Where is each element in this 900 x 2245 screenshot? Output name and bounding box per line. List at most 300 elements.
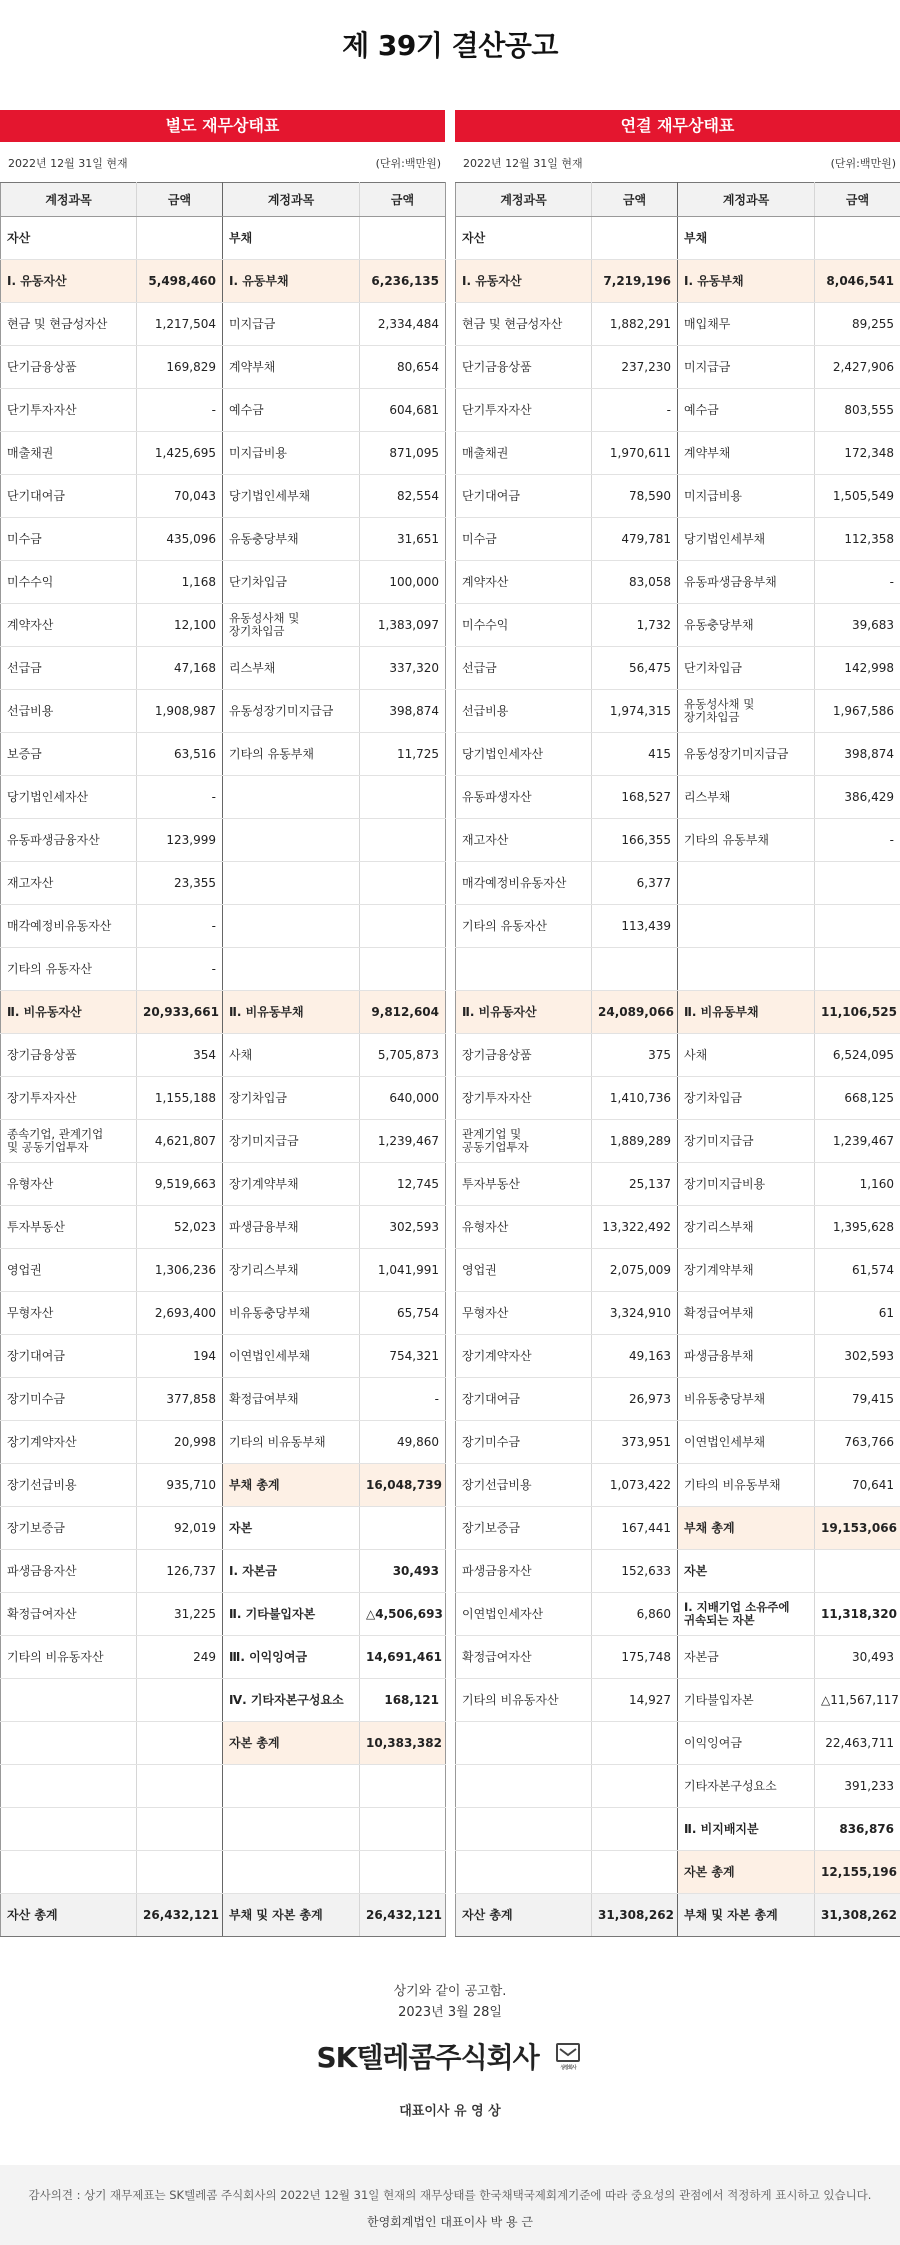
- table-cell: 자본 총계: [678, 1851, 815, 1894]
- table-cell: 31,651: [360, 518, 446, 561]
- table-cell: 유형자산: [456, 1206, 592, 1249]
- consolidated-meta: [455, 142, 900, 182]
- table-cell: 장기투자자산: [456, 1077, 592, 1120]
- table-cell: 유동파생금융자산: [1, 819, 137, 862]
- table-cell: 장기계약부채: [223, 1163, 360, 1206]
- table-cell: 70,043: [137, 475, 223, 518]
- page-title: 제 39기 결산공고: [342, 29, 558, 62]
- column-header: 계정과목: [223, 183, 360, 217]
- table-cell: 1,239,467: [815, 1120, 900, 1163]
- table-cell: 확정급여자산: [456, 1636, 592, 1679]
- table-cell: Ⅰ. 지배기업 소유주에 귀속되는 자본: [678, 1593, 815, 1636]
- table-cell: 기타의 유동자산: [1, 948, 137, 991]
- notice-text: 상기와 같이 공고함.: [393, 1984, 507, 1999]
- table-cell: 리스부채: [223, 647, 360, 690]
- table-row: [1, 561, 446, 604]
- table-cell: 매출채권: [456, 432, 592, 475]
- table-cell: 9,519,663: [137, 1163, 223, 1206]
- table-cell: [456, 1722, 592, 1765]
- table-cell: 142,998: [815, 647, 900, 690]
- table-cell: 79,415: [815, 1378, 900, 1421]
- table-cell: 56,475: [592, 647, 678, 690]
- table-cell: 관계기업 및 공동기업투자: [456, 1120, 592, 1163]
- table-cell: 미수수익: [456, 604, 592, 647]
- table-cell: 재고자산: [1, 862, 137, 905]
- table-cell: -: [592, 389, 678, 432]
- table-cell: 2,075,009: [592, 1249, 678, 1292]
- table-cell: Ⅳ. 기타자본구성요소: [223, 1679, 360, 1722]
- table-cell: 1,160: [815, 1163, 900, 1206]
- table-cell: 49,860: [360, 1421, 446, 1464]
- table-cell: 유동성장기미지급금: [223, 690, 360, 733]
- table-cell: 415: [592, 733, 678, 776]
- table-cell: 175,748: [592, 1636, 678, 1679]
- table-cell: 14,691,461: [360, 1636, 446, 1679]
- table-row: [1, 1679, 446, 1722]
- table-cell: [360, 217, 446, 260]
- table-cell: [592, 1765, 678, 1808]
- table-cell: 장기차입금: [678, 1077, 815, 1120]
- table-row: [456, 217, 900, 260]
- table-cell: 1,425,695: [137, 432, 223, 475]
- table-cell: 7,219,196: [592, 260, 678, 303]
- table-cell: 단기투자자산: [456, 389, 592, 432]
- table-cell: [678, 905, 815, 948]
- table-row: [1, 1292, 446, 1335]
- table-cell: 61,574: [815, 1249, 900, 1292]
- company-seal-icon: [553, 2041, 583, 2071]
- table-row: [456, 776, 900, 819]
- table-cell: [360, 1851, 446, 1894]
- table-cell: 65,754: [360, 1292, 446, 1335]
- table-cell: 현금 및 현금성자산: [456, 303, 592, 346]
- table-row: [1, 1765, 446, 1808]
- table-cell: 유동성장기미지급금: [678, 733, 815, 776]
- table-cell: 435,096: [137, 518, 223, 561]
- separate-table: [0, 182, 446, 1937]
- table-cell: 26,973: [592, 1378, 678, 1421]
- table-cell: 장기미수금: [456, 1421, 592, 1464]
- table-cell: -: [137, 905, 223, 948]
- table-cell: 5,498,460: [137, 260, 223, 303]
- table-cell: 재고자산: [456, 819, 592, 862]
- column-header: 금액: [137, 183, 223, 217]
- table-cell: 파생금융부채: [678, 1335, 815, 1378]
- table-cell: 장기대여금: [1, 1335, 137, 1378]
- table-cell: Ⅰ. 유동자산: [456, 260, 592, 303]
- table-cell: 1,889,289: [592, 1120, 678, 1163]
- table-cell: 선급금: [1, 647, 137, 690]
- table-cell: Ⅱ. 기타불입자본: [223, 1593, 360, 1636]
- table-cell: [456, 1808, 592, 1851]
- consolidated-date: 2022년 12월 31일 현재: [463, 156, 583, 170]
- consolidated-balance-sheet: [455, 110, 900, 1937]
- table-cell: 166,355: [592, 819, 678, 862]
- column-header: 금액: [815, 183, 900, 217]
- table-cell: 11,106,525: [815, 991, 900, 1034]
- table-row: [1, 604, 446, 647]
- table-cell: 파생금융자산: [456, 1550, 592, 1593]
- table-row: [456, 475, 900, 518]
- table-cell: 보증금: [1, 733, 137, 776]
- consolidated-table: [455, 182, 900, 1937]
- table-cell: [360, 1765, 446, 1808]
- table-cell: 당기법인세부채: [678, 518, 815, 561]
- table-cell: [223, 948, 360, 991]
- table-cell: 단기투자자산: [1, 389, 137, 432]
- table-cell: [1, 1808, 137, 1851]
- table-row: [1, 1077, 446, 1120]
- table-cell: 단기대여금: [1, 475, 137, 518]
- table-cell: 장기금융상품: [1, 1034, 137, 1077]
- table-cell: 836,876: [815, 1808, 900, 1851]
- table-cell: 640,000: [360, 1077, 446, 1120]
- table-cell: 1,168: [137, 561, 223, 604]
- table-cell: 단기금융상품: [456, 346, 592, 389]
- table-cell: 31,225: [137, 1593, 223, 1636]
- table-cell: 1,155,188: [137, 1077, 223, 1120]
- table-cell: 장기선급비용: [456, 1464, 592, 1507]
- table-row: [1, 690, 446, 733]
- table-row: [456, 561, 900, 604]
- table-cell: 선급비용: [456, 690, 592, 733]
- table-cell: [592, 1808, 678, 1851]
- table-cell: 매각예정비유동자산: [1, 905, 137, 948]
- table-cell: 92,019: [137, 1507, 223, 1550]
- table-row: [456, 690, 900, 733]
- table-cell: [360, 819, 446, 862]
- table-cell: 자본: [223, 1507, 360, 1550]
- table-cell: △4,506,693: [360, 1593, 446, 1636]
- table-row: [456, 948, 900, 991]
- table-row: [456, 1550, 900, 1593]
- table-cell: 확정급여자산: [1, 1593, 137, 1636]
- table-row: [456, 1206, 900, 1249]
- table-cell: 172,348: [815, 432, 900, 475]
- table-cell: 82,554: [360, 475, 446, 518]
- table-cell: 기타의 비유동부채: [223, 1421, 360, 1464]
- table-cell: [592, 1851, 678, 1894]
- ceo-signature: 대표이사 유 영 상: [399, 2104, 501, 2119]
- table-cell: 1,505,549: [815, 475, 900, 518]
- table-cell: Ⅰ. 유동부채: [223, 260, 360, 303]
- table-cell: 9,812,604: [360, 991, 446, 1034]
- table-cell: [456, 948, 592, 991]
- table-cell: 123,999: [137, 819, 223, 862]
- table-cell: [360, 948, 446, 991]
- table-cell: 기타의 유동부채: [223, 733, 360, 776]
- total-row: [1, 1894, 446, 1937]
- table-cell: [1, 1679, 137, 1722]
- table-row: [1, 1120, 446, 1163]
- table-cell: 70,641: [815, 1464, 900, 1507]
- table-cell: [137, 1765, 223, 1808]
- table-cell: [815, 217, 900, 260]
- table-cell: 1,732: [592, 604, 678, 647]
- table-row: [1, 1722, 446, 1765]
- table-row: [1, 260, 446, 303]
- table-cell: [678, 948, 815, 991]
- table-cell: 8,046,541: [815, 260, 900, 303]
- table-cell: 6,236,135: [360, 260, 446, 303]
- table-cell: 112,358: [815, 518, 900, 561]
- table-cell: 당기법인세자산: [456, 733, 592, 776]
- table-cell: 604,681: [360, 389, 446, 432]
- table-cell: [456, 1765, 592, 1808]
- table-cell: [223, 1765, 360, 1808]
- table-row: [456, 1722, 900, 1765]
- table-cell: 단기대여금: [456, 475, 592, 518]
- table-cell: 152,633: [592, 1550, 678, 1593]
- table-row: [456, 647, 900, 690]
- table-cell: 미지급비용: [223, 432, 360, 475]
- table-cell: 파생금융자산: [1, 1550, 137, 1593]
- table-cell: 23,355: [137, 862, 223, 905]
- table-cell: [678, 862, 815, 905]
- table-row: [456, 1808, 900, 1851]
- consolidated-heading: 연결 재무상태표: [455, 110, 900, 142]
- table-row: [1, 1163, 446, 1206]
- table-cell: 선급비용: [1, 690, 137, 733]
- table-cell: 6,860: [592, 1593, 678, 1636]
- table-row: [456, 991, 900, 1034]
- table-cell: 장기계약부채: [678, 1249, 815, 1292]
- table-cell: 장기보증금: [456, 1507, 592, 1550]
- table-cell: 장기보증금: [1, 1507, 137, 1550]
- table-cell: 기타자본구성요소: [678, 1765, 815, 1808]
- table-row: [456, 1077, 900, 1120]
- table-cell: 당기법인세자산: [1, 776, 137, 819]
- table-cell: 단기금융상품: [1, 346, 137, 389]
- table-cell: 12,100: [137, 604, 223, 647]
- table-cell: 유동성사채 및 장기차입금: [678, 690, 815, 733]
- separate-balance-sheet: [0, 110, 445, 1937]
- table-cell: 무형자산: [1, 1292, 137, 1335]
- table-cell: 유동성사채 및 장기차입금: [223, 604, 360, 647]
- table-row: [456, 346, 900, 389]
- table-cell: 파생금융부채: [223, 1206, 360, 1249]
- table-cell: 167,441: [592, 1507, 678, 1550]
- table-cell: 부채 총계: [223, 1464, 360, 1507]
- table-cell: 63,516: [137, 733, 223, 776]
- table-cell: [815, 862, 900, 905]
- table-cell: 부채 및 자본 총계: [678, 1894, 815, 1937]
- table-cell: 11,725: [360, 733, 446, 776]
- table-cell: Ⅱ. 비유동자산: [456, 991, 592, 1034]
- table-cell: 장기금융상품: [456, 1034, 592, 1077]
- table-row: [1, 905, 446, 948]
- table-cell: 유동파생금융부채: [678, 561, 815, 604]
- table-cell: 1,239,467: [360, 1120, 446, 1163]
- table-cell: 16,048,739: [360, 1464, 446, 1507]
- table-cell: [223, 862, 360, 905]
- table-cell: 47,168: [137, 647, 223, 690]
- table-cell: 20,933,661: [137, 991, 223, 1034]
- table-row: [1, 346, 446, 389]
- table-cell: 26,432,121: [360, 1894, 446, 1937]
- table-cell: 871,095: [360, 432, 446, 475]
- table-cell: 유동충당부채: [223, 518, 360, 561]
- table-cell: 자산: [1, 217, 137, 260]
- table-cell: 유형자산: [1, 1163, 137, 1206]
- table-cell: 장기계약자산: [1, 1421, 137, 1464]
- table-cell: 유동충당부채: [678, 604, 815, 647]
- table-cell: 기타의 유동부채: [678, 819, 815, 862]
- table-cell: 미수금: [1, 518, 137, 561]
- table-cell: 비유동충당부채: [678, 1378, 815, 1421]
- company-name: [0, 2036, 900, 2076]
- table-cell: 장기미지급비용: [678, 1163, 815, 1206]
- table-cell: 168,121: [360, 1679, 446, 1722]
- table-row: [1, 1808, 446, 1851]
- table-cell: [1, 1722, 137, 1765]
- table-cell: 기타의 비유동자산: [1, 1636, 137, 1679]
- table-header-row: [456, 183, 900, 217]
- table-cell: 1,383,097: [360, 604, 446, 647]
- table-cell: 투자부동산: [1, 1206, 137, 1249]
- table-cell: 매출채권: [1, 432, 137, 475]
- table-row: [456, 518, 900, 561]
- table-cell: [592, 1722, 678, 1765]
- table-cell: 763,766: [815, 1421, 900, 1464]
- table-cell: 기타의 비유동자산: [456, 1679, 592, 1722]
- table-cell: 4,621,807: [137, 1120, 223, 1163]
- table-cell: [360, 905, 446, 948]
- table-cell: 391,233: [815, 1765, 900, 1808]
- table-cell: [360, 862, 446, 905]
- table-cell: 장기투자자산: [1, 1077, 137, 1120]
- table-cell: 1,967,586: [815, 690, 900, 733]
- table-cell: -: [815, 819, 900, 862]
- table-cell: 계약부채: [223, 346, 360, 389]
- table-cell: 479,781: [592, 518, 678, 561]
- table-cell: 미수수익: [1, 561, 137, 604]
- table-row: [456, 1593, 900, 1636]
- table-row: [1, 1421, 446, 1464]
- table-cell: 사채: [678, 1034, 815, 1077]
- table-cell: 매입채무: [678, 303, 815, 346]
- table-cell: Ⅱ. 비유동부채: [678, 991, 815, 1034]
- table-cell: 1,970,611: [592, 432, 678, 475]
- table-cell: -: [137, 948, 223, 991]
- table-cell: 754,321: [360, 1335, 446, 1378]
- table-cell: 1,395,628: [815, 1206, 900, 1249]
- table-cell: 부채: [678, 217, 815, 260]
- table-cell: 기타의 유동자산: [456, 905, 592, 948]
- table-cell: 부채 총계: [678, 1507, 815, 1550]
- table-cell: 237,230: [592, 346, 678, 389]
- table-cell: 종속기업, 관계기업 및 공동기업투자: [1, 1120, 137, 1163]
- table-cell: Ⅰ. 자본금: [223, 1550, 360, 1593]
- table-cell: 80,654: [360, 346, 446, 389]
- table-cell: 3,324,910: [592, 1292, 678, 1335]
- table-cell: 자본: [678, 1550, 815, 1593]
- table-row: [1, 1507, 446, 1550]
- audit-opinion: 감사의견 : 상기 재무제표는 SK텔레콤 주식회사의 2022년 12월 31일 현재의 재무상태를 한국채택국제회계기준에 따라 중요성의 관점에서 적정하게 표시하고 있습니다.: [28, 2188, 872, 2202]
- table-row: [456, 1335, 900, 1378]
- table-cell: 당기법인세부채: [223, 475, 360, 518]
- table-cell: [815, 905, 900, 948]
- table-row: [456, 260, 900, 303]
- notice-date: 2023년 3월 28일: [398, 2005, 502, 2020]
- table-cell: 유동파생자산: [456, 776, 592, 819]
- table-cell: 377,858: [137, 1378, 223, 1421]
- table-row: [1, 647, 446, 690]
- table-cell: 30,493: [360, 1550, 446, 1593]
- table-header-row: [1, 183, 446, 217]
- table-cell: 78,590: [592, 475, 678, 518]
- table-cell: [223, 1808, 360, 1851]
- table-cell: 장기미지급금: [678, 1120, 815, 1163]
- table-cell: 자산 총계: [456, 1894, 592, 1937]
- table-cell: 354: [137, 1034, 223, 1077]
- table-cell: 이연법인세부채: [678, 1421, 815, 1464]
- table-cell: 30,493: [815, 1636, 900, 1679]
- table-cell: 예수금: [223, 389, 360, 432]
- table-cell: [223, 1851, 360, 1894]
- table-cell: 302,593: [360, 1206, 446, 1249]
- table-row: [456, 1464, 900, 1507]
- table-cell: [223, 905, 360, 948]
- table-cell: 장기대여금: [456, 1378, 592, 1421]
- table-cell: 이연법인세자산: [456, 1593, 592, 1636]
- table-cell: 1,974,315: [592, 690, 678, 733]
- table-cell: 2,693,400: [137, 1292, 223, 1335]
- table-cell: 126,737: [137, 1550, 223, 1593]
- table-row: [1, 1851, 446, 1894]
- table-cell: [592, 948, 678, 991]
- table-cell: 미지급금: [223, 303, 360, 346]
- table-cell: 386,429: [815, 776, 900, 819]
- table-cell: 302,593: [815, 1335, 900, 1378]
- auditor-signature: 한영회계법인 대표이사 박 용 근: [367, 2215, 533, 2229]
- table-cell: 935,710: [137, 1464, 223, 1507]
- table-cell: 장기미지급금: [223, 1120, 360, 1163]
- table-cell: 39,683: [815, 604, 900, 647]
- table-row: [1, 303, 446, 346]
- table-cell: 영업권: [456, 1249, 592, 1292]
- table-cell: 계약자산: [456, 561, 592, 604]
- table-cell: 장기차입금: [223, 1077, 360, 1120]
- table-cell: 사채: [223, 1034, 360, 1077]
- table-row: [1, 1593, 446, 1636]
- table-cell: △11,567,117: [815, 1679, 900, 1722]
- table-cell: 기타불입자본: [678, 1679, 815, 1722]
- svg-text:상장회사: 상장회사: [560, 2065, 577, 2071]
- table-cell: [592, 217, 678, 260]
- table-cell: 194: [137, 1335, 223, 1378]
- table-cell: [137, 1722, 223, 1765]
- table-cell: 249: [137, 1636, 223, 1679]
- table-cell: Ⅰ. 유동부채: [678, 260, 815, 303]
- table-row: [456, 905, 900, 948]
- table-cell: -: [137, 776, 223, 819]
- table-cell: 49,163: [592, 1335, 678, 1378]
- table-row: [456, 1120, 900, 1163]
- table-cell: 리스부채: [678, 776, 815, 819]
- table-cell: 이익잉여금: [678, 1722, 815, 1765]
- table-cell: 25,137: [592, 1163, 678, 1206]
- total-row: [456, 1894, 900, 1937]
- table-cell: Ⅱ. 비유동자산: [1, 991, 137, 1034]
- table-cell: [360, 776, 446, 819]
- consolidated-unit: (단위:백만원): [830, 156, 896, 170]
- table-row: [1, 862, 446, 905]
- table-cell: 장기리스부채: [678, 1206, 815, 1249]
- table-cell: 매각예정비유동자산: [456, 862, 592, 905]
- table-cell: [137, 1851, 223, 1894]
- table-cell: 미수금: [456, 518, 592, 561]
